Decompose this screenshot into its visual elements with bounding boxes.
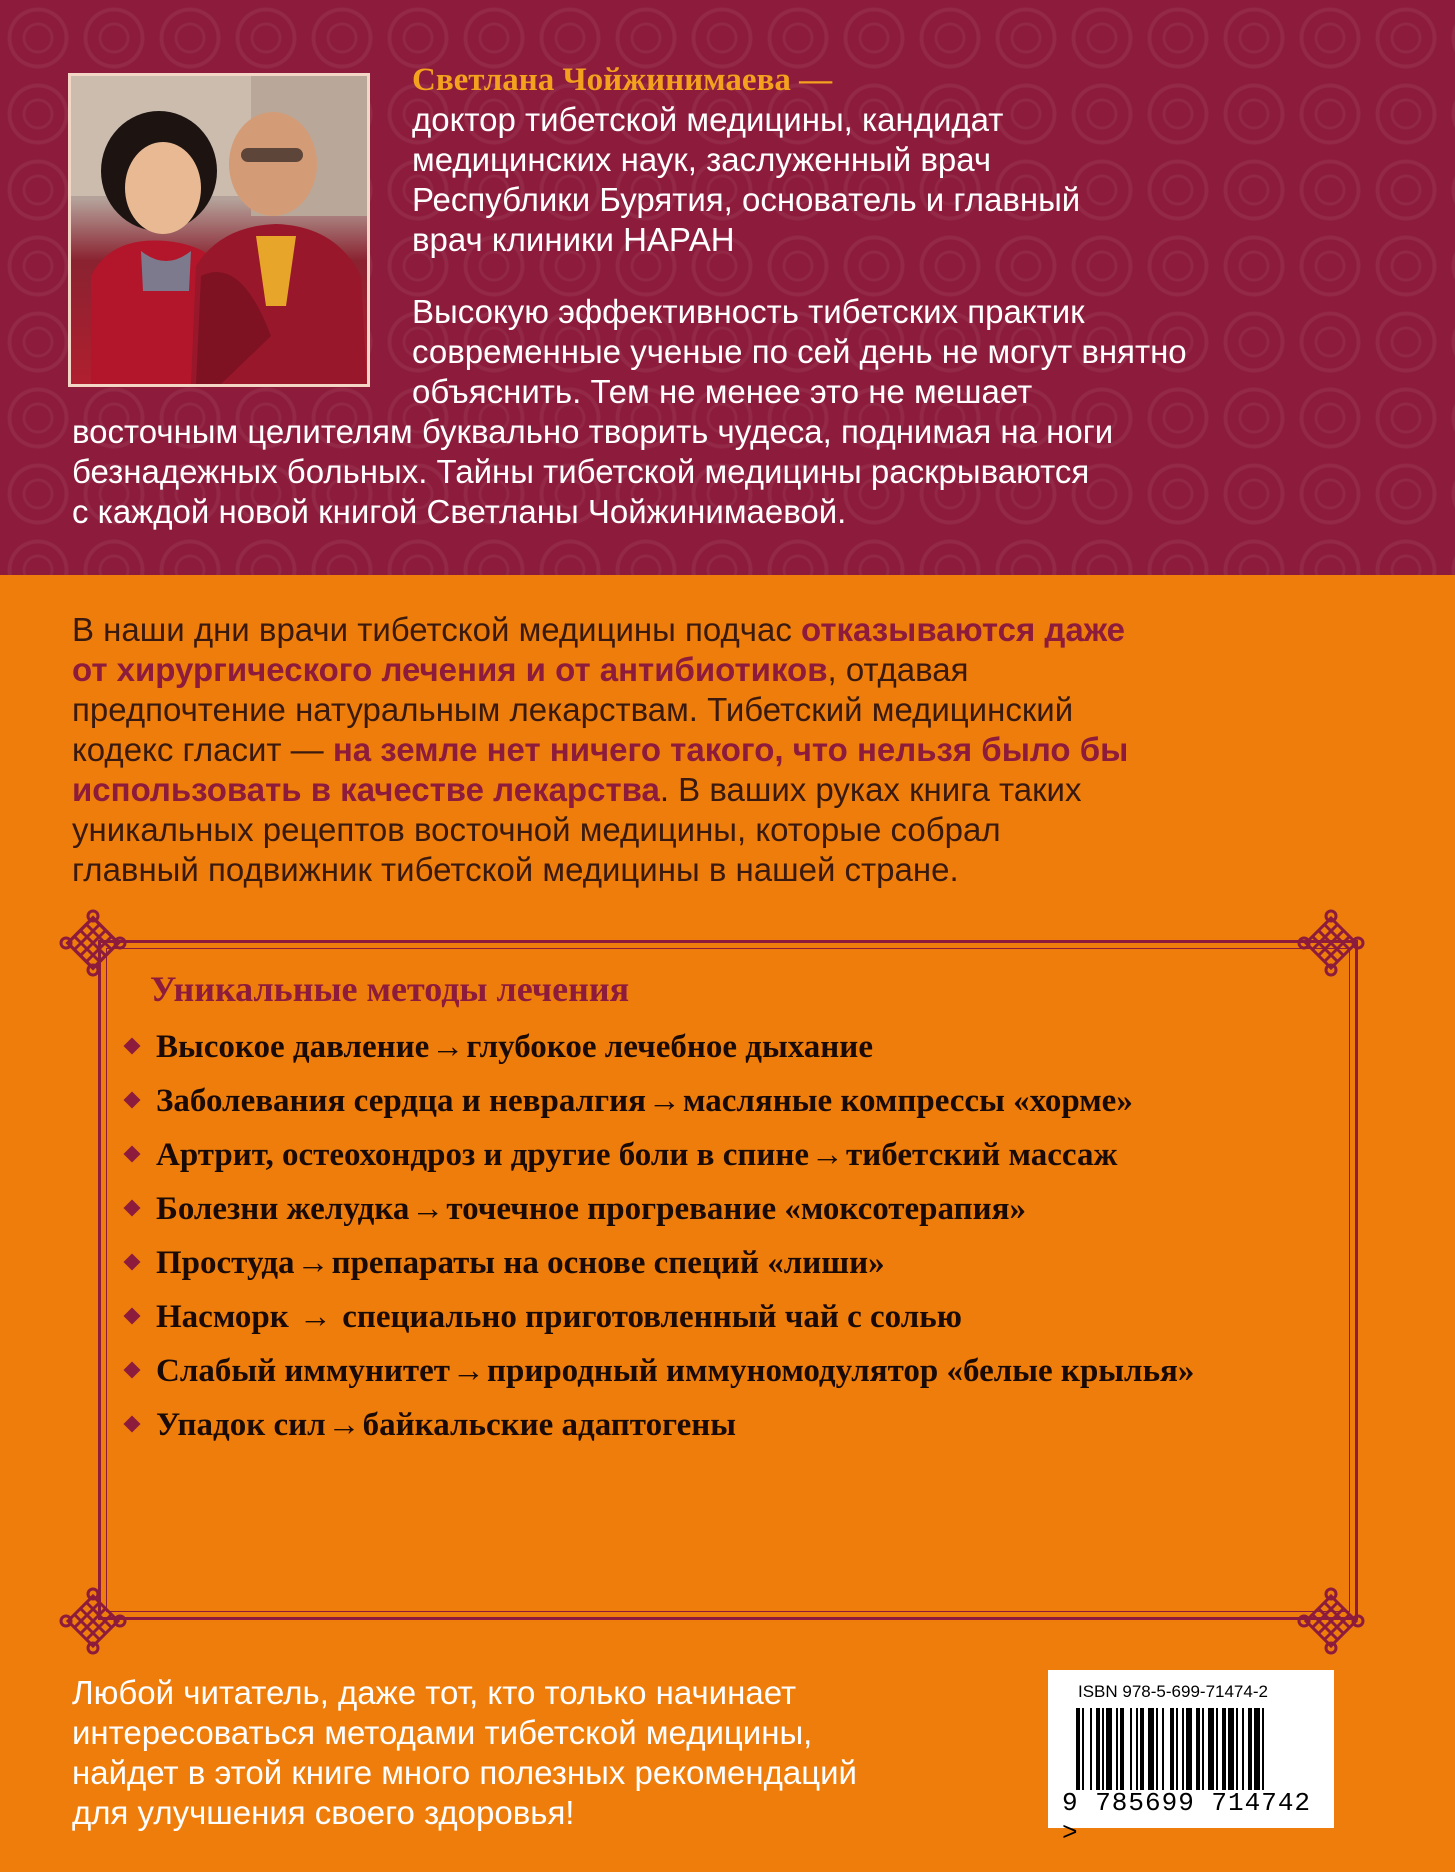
endless-knot-icon (58, 1586, 128, 1656)
intro-line: с каждой новой книгой Светланы Чойжинимаевой. (72, 493, 847, 530)
diamond-bullet-icon (124, 1146, 141, 1163)
author-panel (0, 0, 1455, 575)
list-item (120, 1187, 1340, 1231)
highlight-text: использовать в качестве лекарства (72, 771, 660, 808)
intro-line: современные ученые по сей день не могут внятно (412, 333, 1187, 370)
highlight-text: на земле нет ничего такого, что нельзя было бы (332, 731, 1129, 768)
intro-line: восточным целителям буквально творить чудеса, поднимая на ноги (72, 413, 1114, 450)
list-item (120, 1295, 1340, 1339)
bio-line: медицинских наук, заслуженный врач (412, 141, 992, 178)
endless-knot-icon (1296, 1586, 1366, 1656)
description-line (72, 650, 1402, 690)
text: кодекс гласит — (72, 731, 333, 768)
remedy-text: специально приготовленный чай с солью (333, 1299, 962, 1335)
bio-line: врач клиники НАРАН (412, 221, 735, 258)
arrow-right-icon: → (327, 1407, 361, 1443)
barcode (1048, 1670, 1334, 1848)
text: . В ваших руках книга таких (659, 771, 1082, 808)
list-item (120, 1241, 1340, 1285)
methods-title: Уникальные методы лечения (150, 969, 630, 1009)
intro-paragraph (72, 292, 1392, 532)
diamond-bullet-icon (124, 1308, 141, 1325)
text: , отдавая (827, 651, 969, 688)
arrow-right-icon: → (431, 1029, 465, 1065)
problem-text: Слабый иммунитет (156, 1353, 450, 1389)
problem-text: Упадок сил (156, 1407, 326, 1443)
description-line (72, 730, 1402, 770)
description-line: главный подвижник тибетской медицины в нашей стране. (72, 851, 959, 888)
remedy-text: препараты на основе специй «лиши» (331, 1245, 885, 1281)
arrow-right-icon: → (298, 1299, 332, 1335)
intro-line: безнадежных больных. Тайны тибетской медицины раскрываются (72, 453, 1090, 490)
methods-list (120, 1025, 1340, 1457)
list-item (120, 1079, 1340, 1123)
remedy-text: природный иммуномодулятор «белые крылья» (486, 1353, 1195, 1389)
list-item (120, 1133, 1340, 1177)
description-line: предпочтение натуральным лекарствам. Тибетский медицинский (72, 691, 1074, 728)
diamond-bullet-icon (124, 1254, 141, 1271)
description-line (72, 610, 1402, 650)
highlight-text: от хирургического лечения и от антибиотиков (72, 651, 828, 688)
author-bio (412, 100, 1412, 260)
problem-text: Высокое давление (156, 1029, 430, 1065)
problem-text: Болезни желудка (156, 1191, 410, 1227)
closing-line: найдет в этой книге много полезных рекомендаций (72, 1754, 857, 1791)
bio-line: доктор тибетской медицины, кандидат (412, 101, 1004, 138)
description-paragraph (72, 610, 1402, 890)
endless-knot-icon (58, 908, 128, 978)
remedy-text: байкальские адаптогены (362, 1407, 737, 1443)
problem-text: Насморк (156, 1299, 297, 1335)
bio-line: Республики Бурятия, основатель и главный (412, 181, 1081, 218)
highlight-text: отказываются даже (800, 611, 1126, 648)
problem-text: Простуда (156, 1245, 295, 1281)
barcode-digits: 9 785699 714742 > (1062, 1788, 1312, 1848)
problem-text: Заболевания сердца и невралгия (156, 1083, 646, 1119)
author-name: Светлана Чойжинимаева — (412, 62, 833, 98)
closing-line: Любой читатель, даже тот, кто только начинает (72, 1674, 797, 1711)
list-item (120, 1403, 1340, 1447)
closing-paragraph (72, 1673, 1022, 1833)
text: В наши дни врачи тибетской медицины подчас (72, 611, 801, 648)
closing-line: интересоваться методами тибетской медицины, (72, 1714, 813, 1751)
closing-line: для улучшения своего здоровья! (72, 1794, 575, 1831)
arrow-right-icon: → (451, 1353, 485, 1389)
list-item (120, 1025, 1340, 1069)
diamond-bullet-icon (124, 1092, 141, 1109)
arrow-right-icon: → (296, 1245, 330, 1281)
diamond-bullet-icon (124, 1038, 141, 1055)
remedy-text: точечное прогревание «моксотерапия» (446, 1191, 1026, 1227)
list-item (120, 1349, 1340, 1393)
remedy-text: глубокое лечебное дыхание (466, 1029, 873, 1065)
endless-knot-icon (1296, 908, 1366, 978)
isbn-label: ISBN 978-5-699-71474-2 (1078, 1682, 1268, 1701)
intro-line: объяснить. Тем не менее это не мешает (412, 373, 1033, 410)
arrow-right-icon: → (811, 1137, 845, 1173)
remedy-text: масляные компрессы «хорме» (683, 1083, 1133, 1119)
barcode-bars-icon (1076, 1708, 1308, 1790)
diamond-bullet-icon (124, 1362, 141, 1379)
diamond-bullet-icon (124, 1416, 141, 1433)
problem-text: Артрит, остеохондроз и другие боли в спине (156, 1137, 810, 1173)
diamond-bullet-icon (124, 1200, 141, 1217)
arrow-right-icon: → (411, 1191, 445, 1227)
remedy-text: тибетский массаж (846, 1137, 1118, 1173)
intro-line: Высокую эффективность тибетских практик (412, 293, 1085, 330)
description-line: уникальных рецептов восточной медицины, которые собрал (72, 811, 1001, 848)
description-line (72, 770, 1402, 810)
arrow-right-icon: → (648, 1083, 681, 1119)
